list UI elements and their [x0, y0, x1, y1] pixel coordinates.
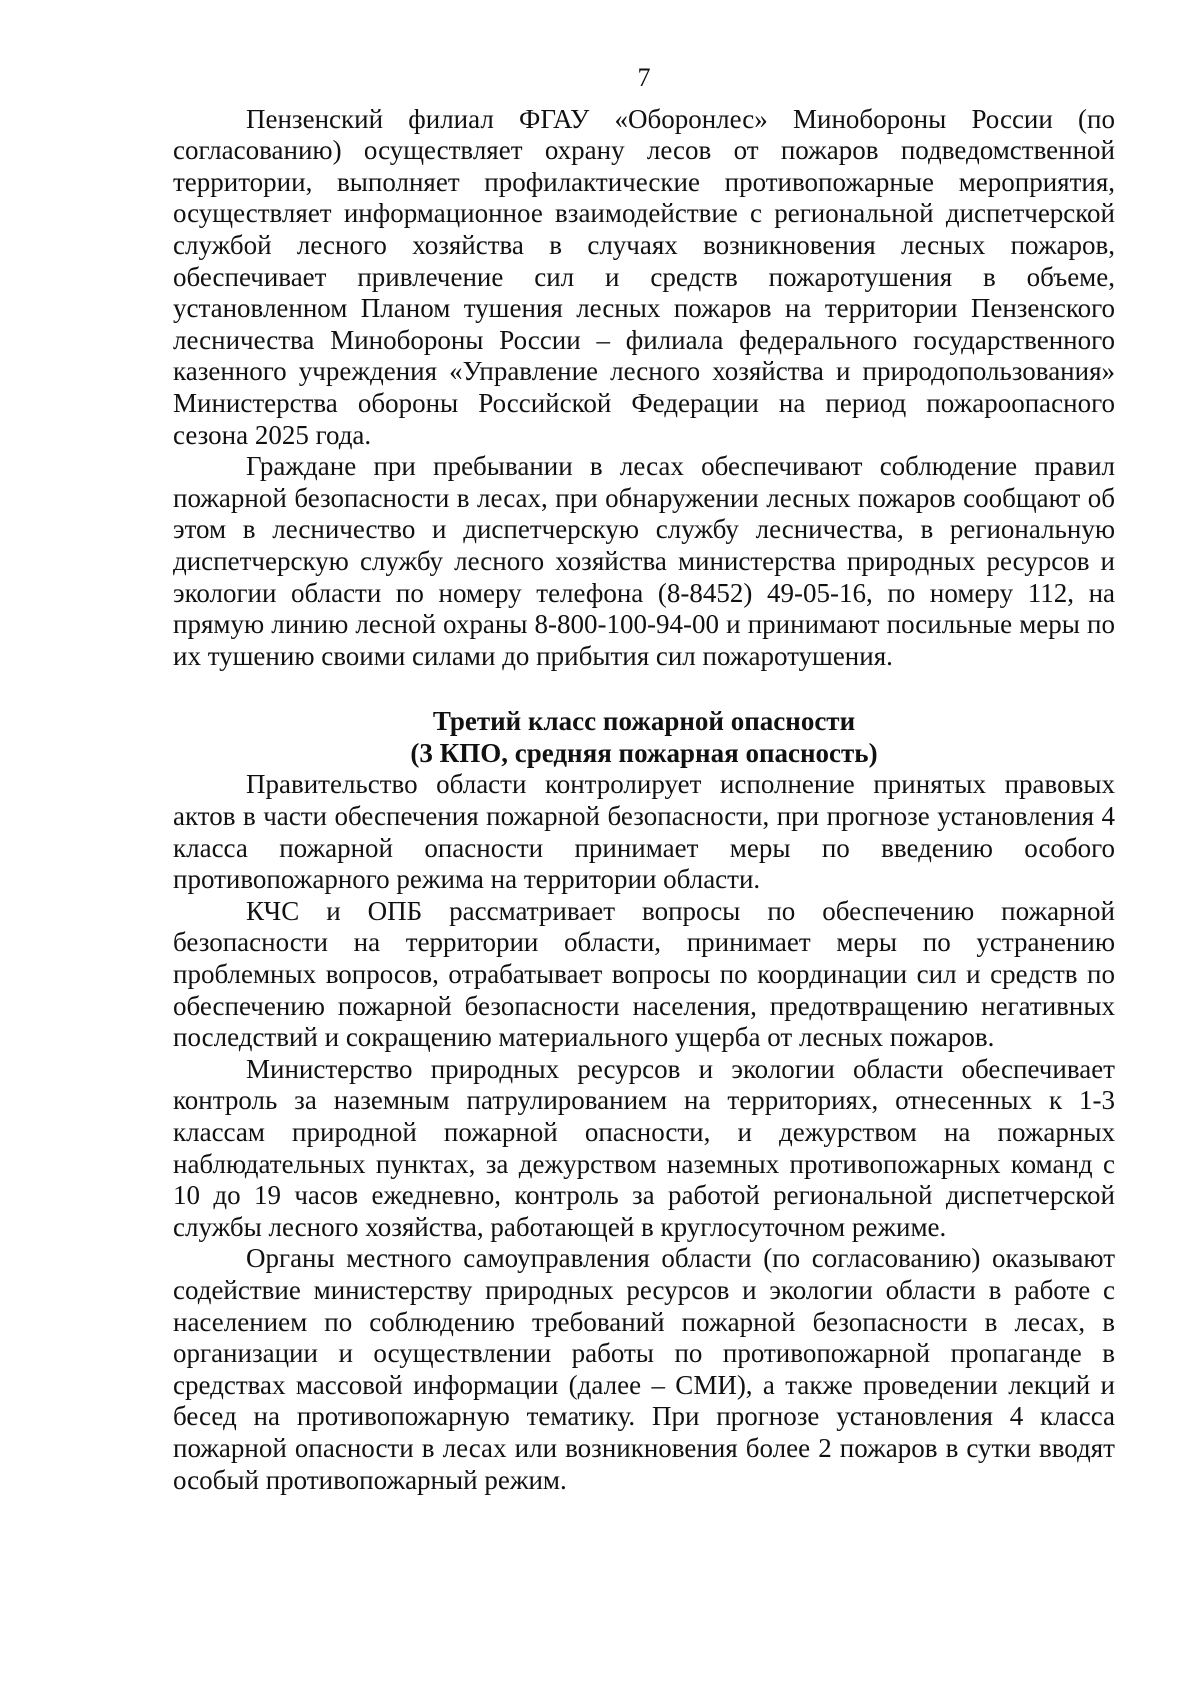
page-number: 7	[637, 63, 651, 92]
paragraph-ministry: Министерство природных ресурсов и экологии области обеспечивает контроль за наземным патрулированием на территориях, отнесенных к 1-3 классам природной пожарной опасности, и дежурством на пожарных наблюдательных пунктах, за дежурством наземных противопожарных команд с 10 до 19 часов ежедневно, контроль за работой региональной диспетчерской службы лесного хозяйства, работающей в круглосуточном режиме.	[173, 1053, 1115, 1242]
paragraph-kchs-opb: КЧС и ОПБ рассматривает вопросы по обеспечению пожарной безопасности на территории области, принимает меры по устранению проблемных вопросов, отрабатывает вопросы по координации сил и средств по обеспечению пожарной безопасности населения, предотвращению негативных последствий и сокращению материального ущерба от лесных пожаров.	[173, 895, 1115, 1053]
section-heading	[173, 706, 1115, 769]
paragraph-citizens: Граждане при пребывании в лесах обеспечивают соблюдение правил пожарной безопасности в лесах, при обнаружении лесных пожаров сообщают об этом в лесничество и диспетчерскую службу лесничества, в региональную диспетчерскую службу лесного хозяйства министерства природных ресурсов и экологии области по номеру телефона (8-8452) 49-05-16, по номеру 112, на прямую линию лесной охраны 8-800-100-94-00 и принимают посильные меры по их тушению своими силами до прибытия сил пожаротушения.	[173, 451, 1115, 671]
section-heading-title: Третий класс пожарной опасности	[432, 706, 856, 737]
section-heading-subtitle: (3 КПО, средняя пожарная опасность)	[410, 737, 878, 768]
paragraph-local-government: Органы местного самоуправления области (по согласованию) оказывают содействие министерству природных ресурсов и экологии области в работе с населением по соблюдению требований пожарной безопасности в лесах, в организации и осуществлении работы по противопожарной пропаганде в средствах массовой информации (далее – СМИ), а также проведении лекций и бесед на противопожарную тематику. При прогнозе установления 4 класса пожарной опасности в лесах или возникновения более 2 пожаров в сутки вводят особый противопожарный режим.	[173, 1243, 1115, 1495]
document-page	[173, 62, 1115, 1496]
paragraph-oboronles: Пензенский филиал ФГАУ «Оборонлес» Минобороны России (по согласованию) осуществляет охрану лесов от пожаров подведомственной территории, выполняет профилактические противопожарные мероприятия, осуществляет информационное взаимодействие с региональной диспетчерской службой лесного хозяйства в случаях возникновения лесных пожаров, обеспечивает привлечение сил и средств пожаротушения в объеме, установленном Планом тушения лесных пожаров на территории Пензенского лесничества Минобороны России – филиала федерального государственного казенного учреждения «Управление лесного хозяйства и природопользования» Министерства обороны Российской Федерации на период пожароопасного сезона 2025 года.	[173, 103, 1115, 450]
paragraph-government: Правительство области контролирует исполнение принятых правовых актов в части обеспечения пожарной безопасности, при прогнозе установления 4 класса пожарной опасности принимает меры по введению особого противопожарного режима на территории области.	[173, 769, 1115, 895]
